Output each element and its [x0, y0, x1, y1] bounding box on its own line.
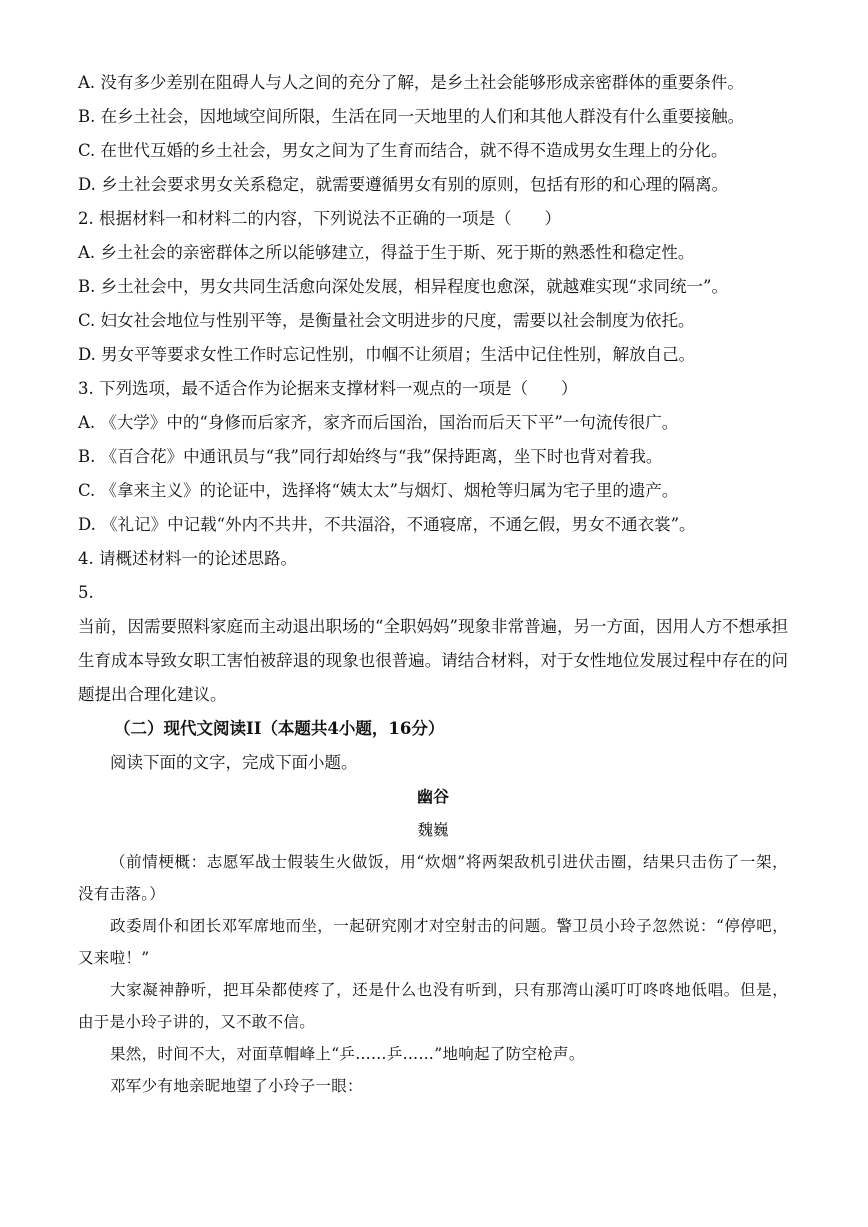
story-paragraph: 政委周仆和团长邓军席地而坐，一起研究刚才对空射击的问题。警卫员小玲子忽然说：“停停吧，又来啦！” [78, 917, 788, 967]
q5-number: 5. [78, 583, 94, 602]
story-author: 魏巍 [417, 821, 449, 839]
q2-stem: 2. 根据材料一和材料二的内容，下列说法不正确的一项是（ ） [78, 209, 561, 228]
q3-stem: 3. 下列选项，最不适合作为论据来支撑材料一观点的一项是（ ） [78, 379, 578, 398]
q3-option-d: D. 《礼记》中记载“外内不共井，不共湢浴，不通寝席，不通乞假，男女不通衣裳”。 [78, 515, 696, 534]
q1-option-c: C. 在世代互婚的乡土社会，男女之间为了生育而结合，就不得不造成男女生理上的分化。 [78, 141, 728, 160]
q5-text: 当前，因需要照料家庭而主动退出职场的“全职妈妈”现象非常普遍，另一方面，因用人方不想承担生育成本导致女职工害怕被辞退的现象也很普遍。请结合材料，对于女性地位发展过程中存在的问题提出合理化建议。 [78, 617, 788, 704]
q1-option-a: A. 没有多少差别在阻碍人与人之间的充分了解，是乡土社会能够形成亲密群体的重要条件。 [78, 73, 744, 92]
q2-option-d: D. 男女平等要求女性工作时忘记性别，巾帼不让须眉；生活中记住性别，解放自己。 [78, 345, 696, 364]
q2-option-a: A. 乡土社会的亲密群体之所以能够建立，得益于生于斯、死于斯的熟悉性和稳定性。 [78, 243, 695, 262]
question-3 [78, 372, 788, 542]
q3-option-c: C. 《拿来主义》的论证中，选择将“姨太太”与烟灯、烟枪等归属为宅子里的遗产。 [78, 481, 679, 500]
q2-option-c: C. 妇女社会地位与性别平等，是衡量社会文明进步的尺度，需要以社会制度为依托。 [78, 311, 695, 330]
story-title: 幽谷 [416, 787, 449, 806]
q1-option-b: B. 在乡土社会，因地域空间所限，生活在同一天地里的人们和其他人群没有什么重要接触。 [78, 107, 745, 126]
story-paragraph: （前情梗概：志愿军战士假装生火做饭，用“炊烟”将两架敌机引进伏击圈，结果只击伤了一架，没有击落。） [78, 853, 788, 903]
q2-option-b: B. 乡土社会中，男女共同生活愈向深处发展，相异程度也愈深，就越难实现“求同统一”。 [78, 277, 728, 296]
story [78, 780, 788, 1102]
question-1-options [78, 66, 788, 202]
section-2-heading: （二）现代文阅读II（本题共4小题，16分） [114, 719, 445, 738]
section-2-instruction: 阅读下面的文字，完成下面小题。 [110, 753, 358, 772]
question-4: 4. 请概述材料一的论述思路。 [78, 549, 297, 568]
story-paragraph: 果然，时间不大，对面草帽峰上“乒……乒……”地响起了防空枪声。 [110, 1045, 585, 1063]
document-page [78, 66, 788, 1102]
question-2 [78, 202, 788, 372]
story-paragraph: 邓军少有地亲昵地望了小玲子一眼： [110, 1077, 363, 1095]
question-5 [78, 576, 788, 712]
q3-option-b: B. 《百合花》中通讯员与“我”同行却始终与“我”保持距离，坐下时也背对着我。 [78, 447, 663, 466]
story-paragraph: 大家凝神静听，把耳朵都使疼了，还是什么也没有听到，只有那湾山溪叮叮咚咚地低唱。但是，由于是小玲子讲的，又不敢不信。 [78, 981, 788, 1031]
q1-option-d: D. 乡土社会要求男女关系稳定，就需要遵循男女有别的原则，包括有形的和心理的隔离。 [78, 175, 729, 194]
q3-option-a: A. 《大学》中的“身修而后家齐，家齐而后国治，国治而后天下平”一句流传很广。 [78, 413, 679, 432]
